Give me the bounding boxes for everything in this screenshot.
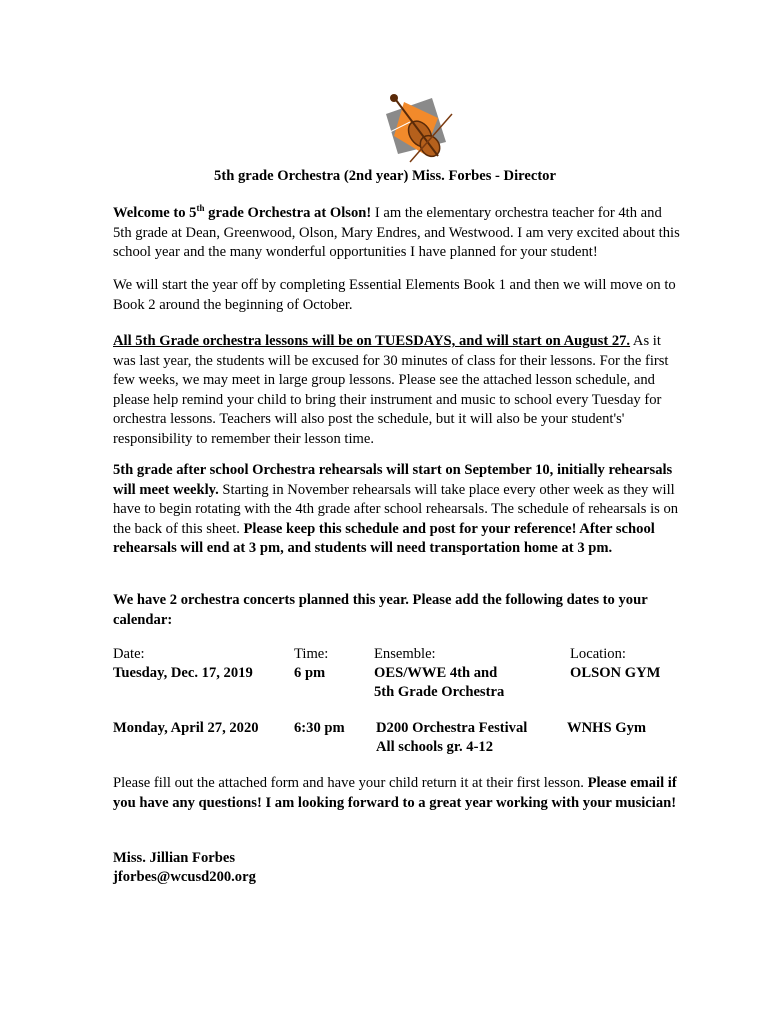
row-1-ensemble-line-2: 5th Grade Orchestra — [374, 684, 505, 700]
row-1-time: 6 pm — [294, 665, 326, 681]
header-ensemble: Ensemble: — [374, 646, 436, 662]
row-2-date: Monday, April 27, 2020 — [113, 720, 259, 736]
welcome-bold-post: grade Orchestra at Olson! — [204, 205, 372, 221]
closing-text: Please fill out the attached form and have your child return it at their first lesson. — [113, 775, 588, 791]
rehearsals-bold-2: Please keep this schedule and post for your reference! After school rehearsals will end at 3 pm, and students will need transportation home at 3 pm. — [113, 520, 655, 556]
lessons-underlined: All 5th Grade orchestra lessons will be on TUESDAYS, and will start on August 27. — [113, 333, 631, 349]
concerts-intro: We have 2 orchestra concerts planned this year. Please add the following dates to your calendar: — [113, 592, 648, 628]
row-2-ensemble-line-2: All schools gr. 4-12 — [376, 739, 494, 755]
row-2-ensemble-line-1: D200 Orchestra Festival — [376, 720, 528, 736]
books-paragraph: We will start the year off by completing Essential Elements Book 1 and then we will move on to Book 2 around the beginning of October. — [113, 277, 676, 313]
rehearsals-bold-1: 5th grade after school Orchestra rehearsals will start on September 10, initially rehearsals will meet weekly. — [113, 462, 673, 498]
signature-email: jforbes@wcusd200.org — [113, 869, 256, 885]
rehearsals-text: Starting in November rehearsals will take place every other week as they will have to begin rotating with the 4th grade after school rehearsals. The schedule of rehearsals is on the back of this sheet. — [113, 481, 679, 537]
welcome-bold-pre: Welcome to 5 — [113, 205, 197, 221]
row-2-time: 6:30 pm — [294, 720, 345, 736]
signature-name: Miss. Jillian Forbes — [113, 850, 236, 866]
header-location: Location: — [570, 646, 626, 662]
violin-icon — [380, 92, 460, 164]
row-2-location: WNHS Gym — [567, 720, 647, 736]
row-1-date: Tuesday, Dec. 17, 2019 — [113, 665, 253, 681]
welcome-text: I am the elementary orchestra teacher for 4th and 5th grade at Dean, Greenwood, Olson, Mary Endres, and Westwood. I am very excited about this school year and the many wonderful opportunities I have planned for your student! — [113, 205, 680, 260]
welcome-paragraph — [113, 204, 683, 263]
closing-bold: Please email if you have any questions! I am looking forward to a great year working with your musician! — [113, 775, 677, 811]
lessons-paragraph — [113, 332, 683, 449]
lessons-text: As it was last year, the students will be excused for 30 minutes of class for their lessons. For the first few weeks, we may meet in large group lessons. Please see the attached lesson schedule, and please help remind your child to bring their instrument and music to school every Tuesday for orchestra lessons. Teachers will also post the schedule, but it will also be your student's' responsibility to remember their lesson time. — [113, 333, 669, 447]
rehearsals-paragraph — [113, 461, 683, 559]
header-time: Time: — [294, 646, 329, 662]
closing-paragraph — [113, 774, 683, 813]
welcome-sup: th — [196, 203, 205, 213]
header-date: Date: — [113, 646, 145, 662]
page-title: 5th grade Orchestra (2nd year) Miss. Forbes - Director — [214, 168, 556, 184]
row-1-location: OLSON GYM — [570, 665, 661, 681]
row-1-ensemble-line-1: OES/WWE 4th and — [374, 665, 498, 681]
